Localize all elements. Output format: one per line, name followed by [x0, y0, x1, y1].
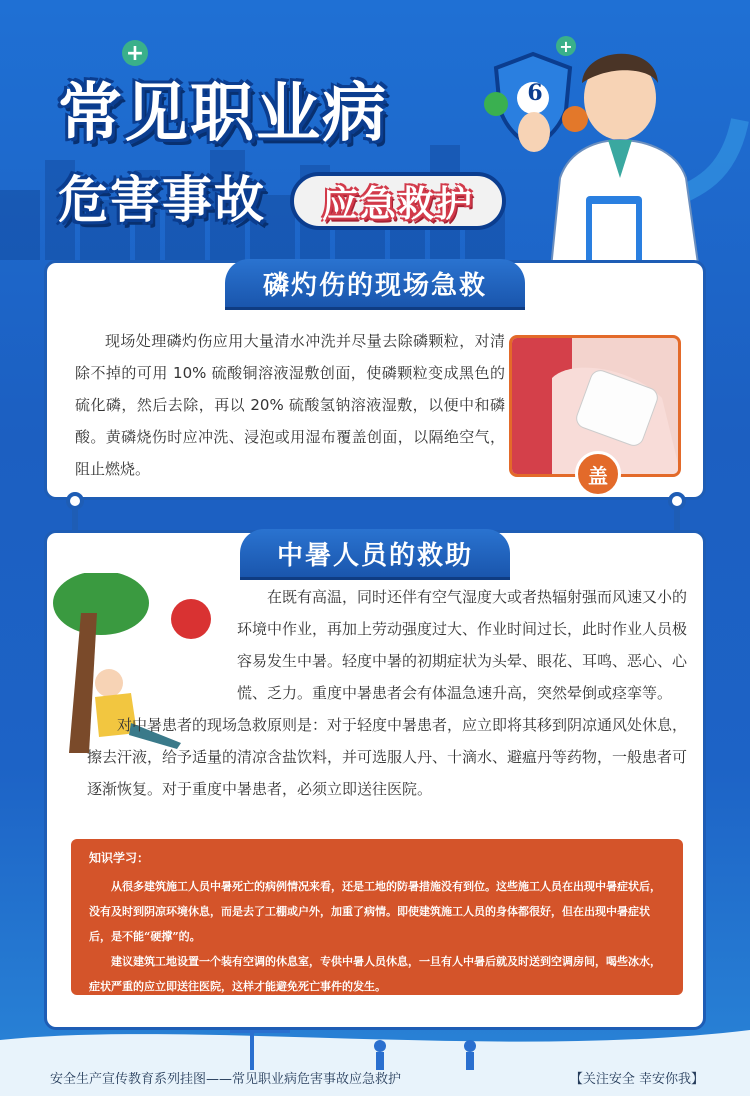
section1-title: 磷灼伤的现场急救 [225, 259, 525, 307]
plus-icon: + [556, 36, 576, 56]
title-pill [290, 172, 506, 230]
title-pill-text: 应急救护 [321, 183, 474, 225]
cover-badge: 盖 [575, 451, 621, 497]
footer-slogan: 【关注安全 幸安你我】 [569, 1072, 704, 1087]
shield-number: 6 [527, 80, 543, 106]
title-line2: 危害事故 [58, 171, 266, 229]
section1-text: 现场处理磷灼伤应用大量清水冲洗并尽量去除磷颗粒，对清除不掉的可用 10% 硫酸铜溶液湿敷创面，使磷颗粒变成黑色的硫化磷，然后去除，再以 20% 硫酸氢钠溶液湿敷，以便中和磷酸。黄磷烧伤时应冲洗、浸泡或用湿布覆盖创面，以隔绝空气，阻止燃烧。 [75, 332, 505, 478]
title-line1: 常见职业病 [58, 77, 388, 151]
section2-title: 中暑人员的救助 [240, 529, 510, 577]
knowledge-text1: 从很多建筑施工人员中暑死亡的病例情况来看，还是工地的防暑措施没有到位。这些施工人员在出现中暑症状后，没有及时到阴凉环境休息，而是去了工棚或户外，加重了病情。即使建筑施工人员的身体都很好，但在出现中暑症状后，是不能“硬撑”的。 [89, 880, 661, 943]
knowledge-box [71, 839, 683, 995]
phosphorus-burn-panel [44, 260, 706, 500]
knowledge-text2: 建议建筑工地设置一个装有空调的休息室，专供中暑人员休息，一旦有人中暑后就及时送到空调房间，喝些冰水，症状严重的应立即送往医院，这样才能避免死亡事件的发生。 [89, 955, 661, 993]
footer-series: 安全生产宣传教育系列挂图——常见职业病危害事故应急救护 [50, 1072, 402, 1087]
section2-text1: 在既有高温，同时还伴有空气湿度大或者热辐射强而风速又小的环境中作业，再加上劳动强度过大、作业时间过长，此时作业人员极容易发生中暑。轻度中暑的初期症状为头晕、眼花、耳鸣、恶心、心慌、乏力。重度中暑患者会有体温急速升高，突然晕倒或痉挛等。 [237, 588, 688, 702]
section2-text2: 对中暑患者的现场急救原则是：对于轻度中暑患者，应立即将其移到阴凉通风处休息，擦去汗液，给予适量的清凉含盐饮料，并可选服人丹、十滴水、避瘟丹等药物，一般患者可逐渐恢复。对于重度中暑患者，必须立即送往医院。 [87, 716, 688, 798]
plus-icon: + [122, 40, 148, 66]
doctor-illustration [500, 28, 730, 288]
knowledge-title: 知识学习： [89, 851, 150, 865]
heatstroke-panel [44, 530, 706, 1030]
